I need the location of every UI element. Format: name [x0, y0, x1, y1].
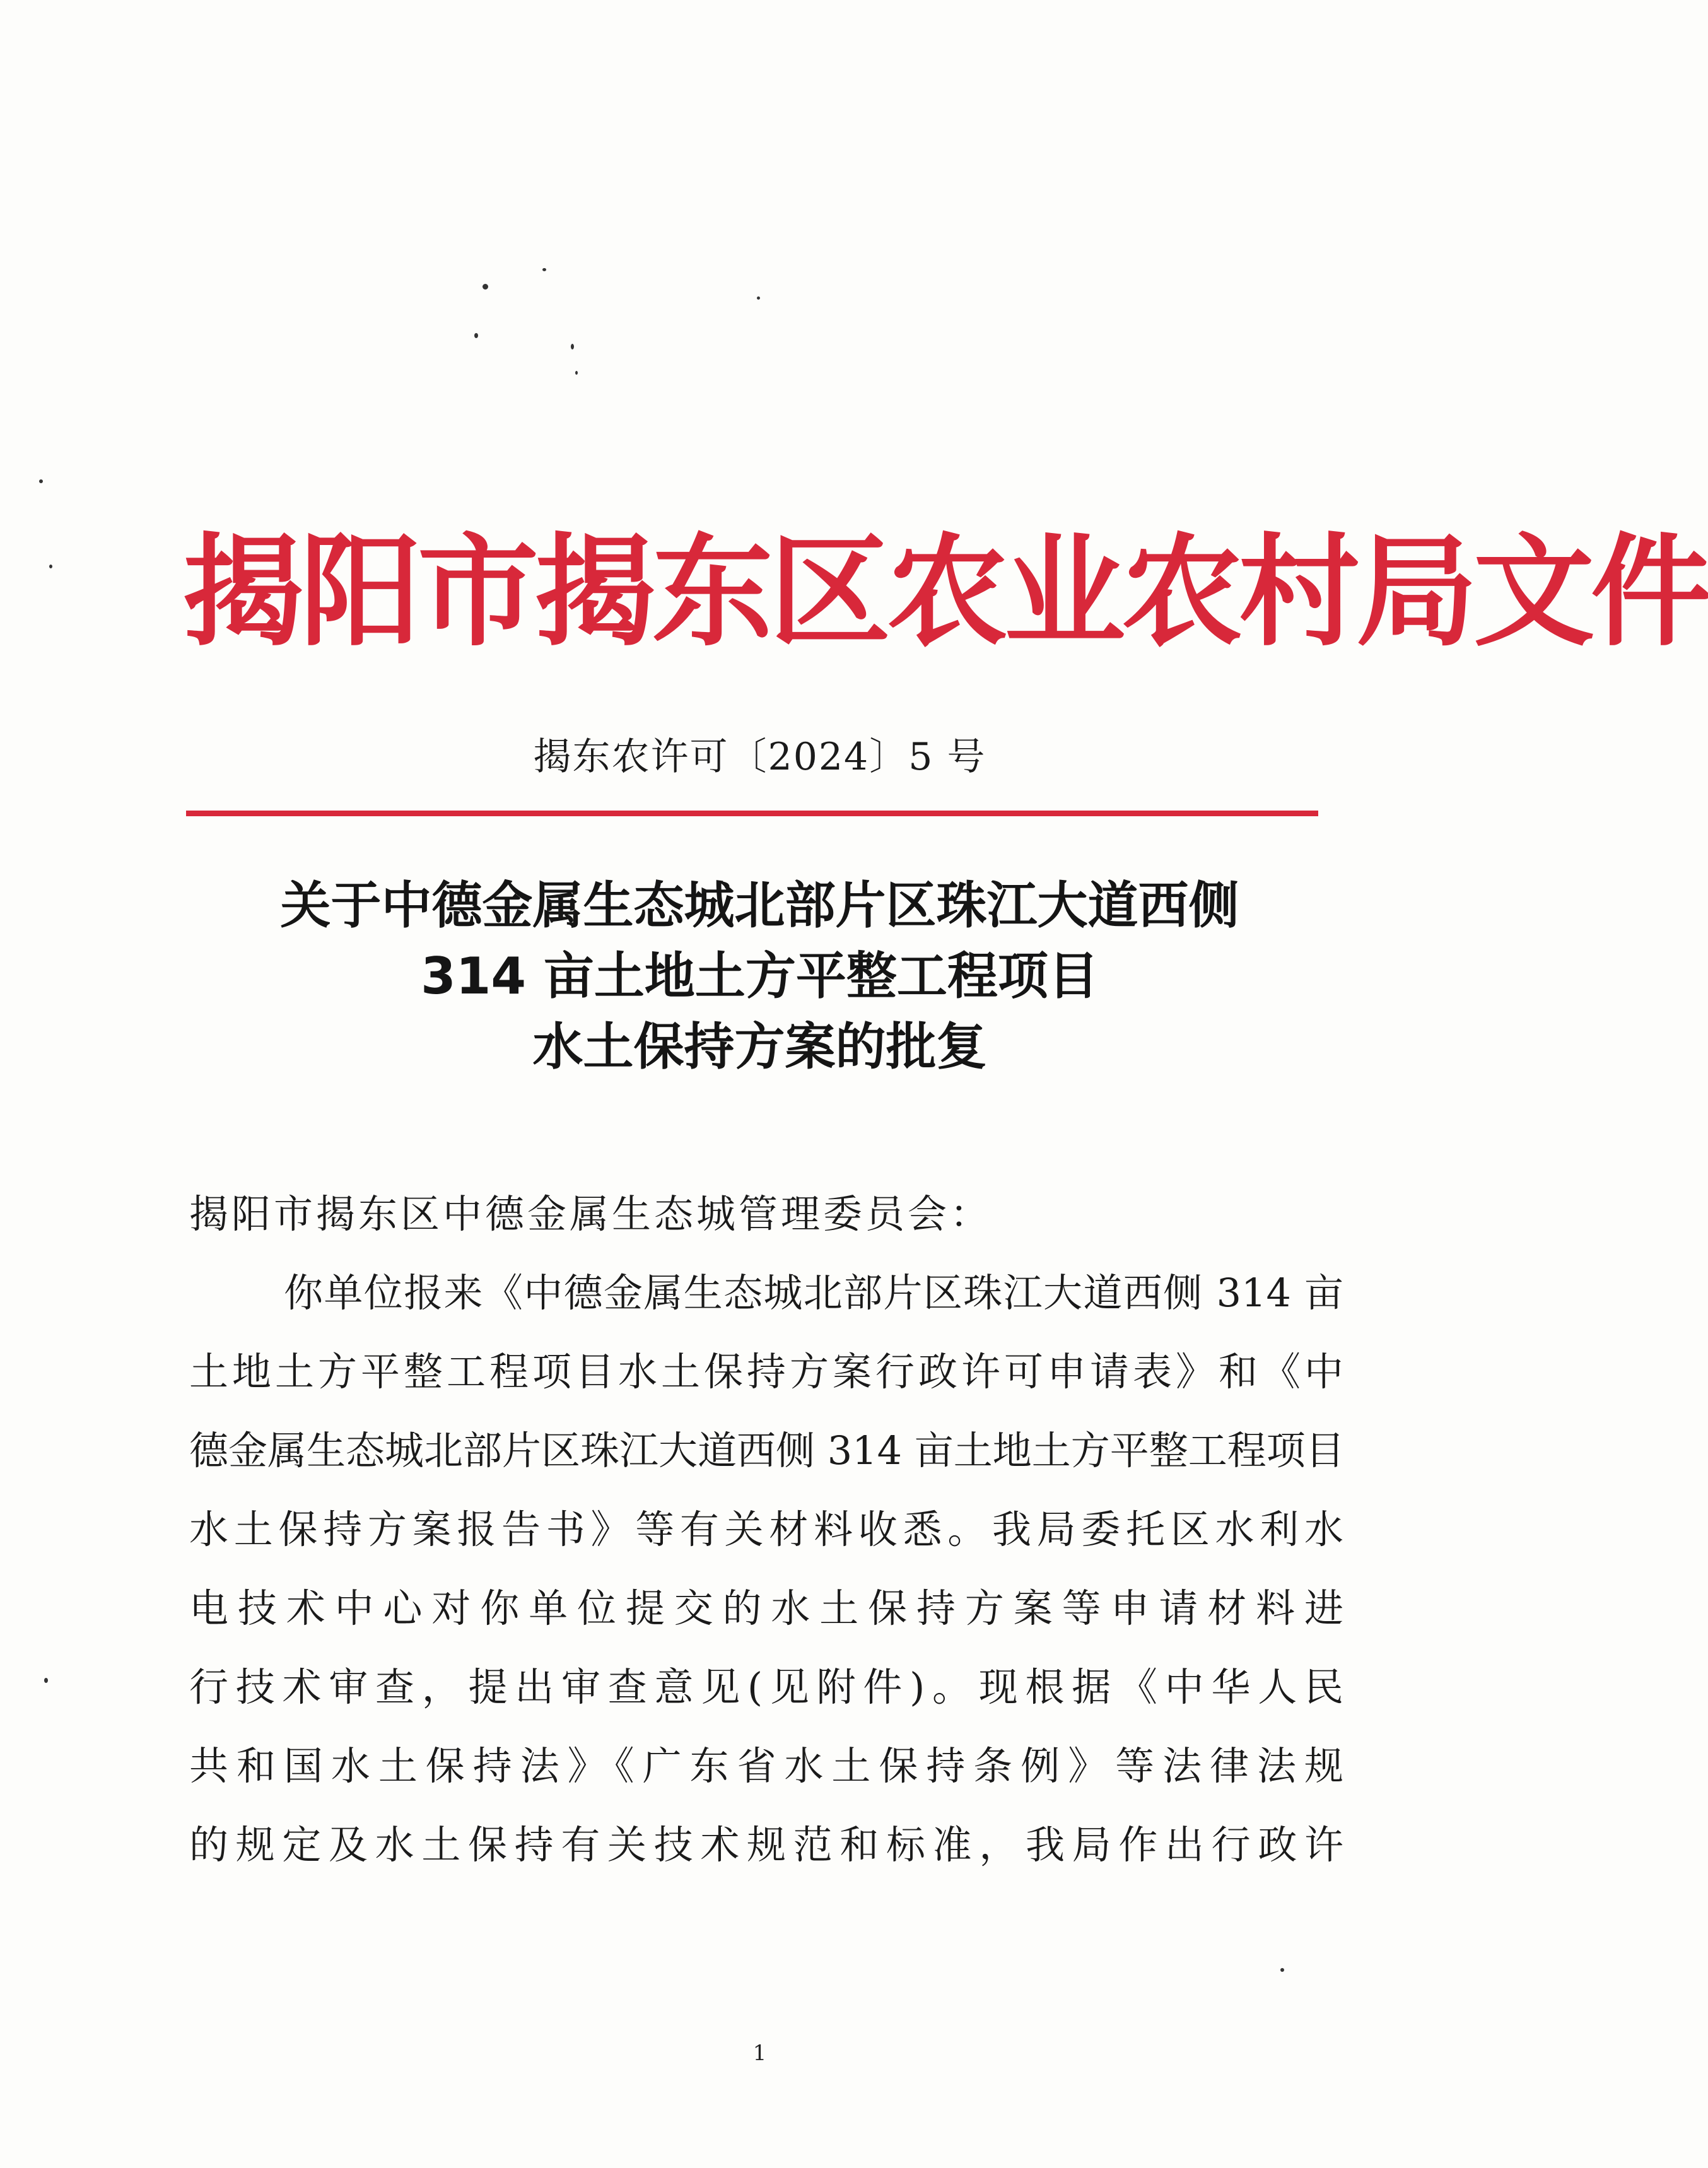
subject-line: 关于中德金属生态城北部片区珠江大道西侧	[280, 876, 1239, 935]
addressee: 揭阳市揭东区中德金属生态城管理委员会：	[189, 1191, 993, 1237]
scan-speck	[39, 479, 43, 483]
body-line: 电技术中心对你单位提交的水土保持方案等申请材料进	[189, 1585, 1343, 1631]
scan-speck	[483, 284, 488, 290]
scan-speck	[474, 333, 478, 338]
document-number: 揭东农许可〔2024〕5 号	[533, 735, 986, 779]
body-line: 土地土方平整工程项目水土保持方案行政许可申请表》和《中	[189, 1349, 1343, 1395]
page-number: 1	[752, 2041, 767, 2066]
issuer-title: 揭阳市揭东区农业农村局文件	[183, 522, 1708, 663]
subject-line: 水土保持方案的批复	[532, 1017, 987, 1076]
scan-speck	[542, 268, 546, 271]
scan-speck	[571, 344, 574, 349]
body-line: 水土保持方案报告书》等有关材料收悉。我局委托区水利水	[189, 1506, 1343, 1552]
scan-speck	[575, 371, 578, 375]
body-line: 行技术审查，提出审查意见(见附件)。现根据《中华人民	[189, 1664, 1343, 1710]
subject-line: 314 亩土地土方平整工程项目	[421, 947, 1099, 1005]
scan-speck	[1280, 1968, 1284, 1972]
body-line: 共和国水土保持法》《广东省水土保持条例》等法律法规	[189, 1743, 1343, 1789]
body-line: 你单位报来《中德金属生态城北部片区珠江大道西侧 314 亩	[284, 1270, 1343, 1316]
scan-speck	[757, 296, 760, 300]
body-line: 的规定及水土保持有关技术规范和标准，我局作出行政许	[189, 1822, 1343, 1868]
scan-speck	[44, 1678, 48, 1683]
body-line: 德金属生态城北部片区珠江大道西侧 314 亩土地土方平整工程项目	[189, 1427, 1345, 1474]
subject-block	[0, 870, 1519, 1082]
scan-speck	[49, 565, 52, 568]
red-divider-rule	[186, 811, 1318, 816]
